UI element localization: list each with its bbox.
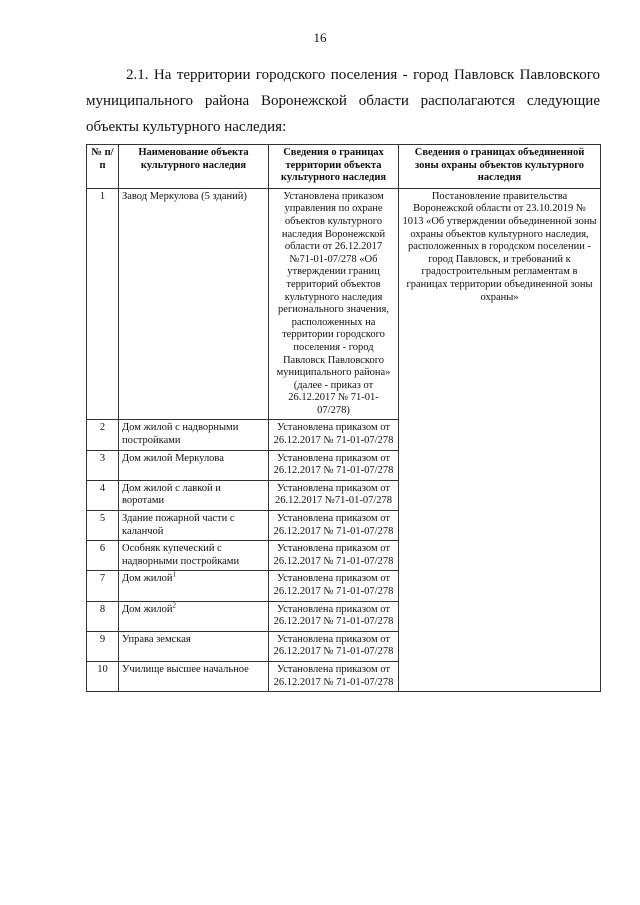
boundaries-info: Установлена приказом от 26.12.2017 № 71-01-07/278 xyxy=(269,631,399,661)
object-name: Дом жилой xyxy=(122,603,173,615)
object-name-cell xyxy=(119,541,269,571)
object-name-cell xyxy=(119,631,269,661)
table-header-row xyxy=(87,145,601,189)
footnote-mark: 2 xyxy=(172,601,176,610)
object-name: Дом жилой Меркулова xyxy=(122,452,224,464)
object-name: Дом жилой с надворными постройками xyxy=(122,422,239,447)
object-name-cell xyxy=(119,450,269,480)
page-number: 16 xyxy=(313,30,327,45)
object-name: Училище высшее начальное xyxy=(122,663,249,675)
header-name: Наименование объекта культурного наследия xyxy=(119,145,269,189)
object-name: Особняк купеческий с надворными постройками xyxy=(122,543,240,567)
row-number: 7 xyxy=(87,571,119,601)
object-name-cell xyxy=(119,188,269,420)
intro-text: 2.1. На территории городского поселения - город Павловск Павловского муниципального района Воронежской области располагаются следующие объекты культурного наследия: xyxy=(86,67,600,135)
boundaries-info: Установлена приказом от 26.12.2017 № 71-01-07/278 xyxy=(269,601,399,631)
protection-zone-info: Постановление правительства Воронежской области от 23.10.2019 № 1013 «Об утверждении объединенной зоны охраны объектов культурного наследия, расположенных в городском поселении - город Павловск, и требований к градостроительным регламентам в границах территории объединенной зоны охраны» xyxy=(399,188,601,691)
object-name-cell xyxy=(119,480,269,510)
row-number: 5 xyxy=(87,511,119,541)
object-name-cell xyxy=(119,571,269,601)
row-number: 3 xyxy=(87,450,119,480)
object-name: Управа земская xyxy=(122,633,191,645)
object-name: Дом жилой xyxy=(122,573,173,585)
boundaries-info: Установлена приказом от 26.12.2017 № 71-01-07/278 xyxy=(269,450,399,480)
row-number: 2 xyxy=(87,420,119,450)
row-number: 8 xyxy=(87,601,119,631)
header-num: № п/п xyxy=(87,145,119,189)
footnote-mark: 1 xyxy=(172,570,176,579)
row-number: 4 xyxy=(87,480,119,510)
intro-paragraph xyxy=(86,62,600,140)
boundaries-info: Установлена приказом от 26.12.2017 № 71-01-07/278 xyxy=(269,541,399,571)
table-row xyxy=(87,188,601,420)
boundaries-info: Установлена приказом управления по охране объектов культурного наследия Воронежской области от 26.12.2017 №71-01-07/278 «Об утверждении границ территорий объектов культурного наследия регионального значения, расположенных на территории городского поселения - город Павловск Павловского муниципального района» (далее - приказ от 26.12.2017 № 71-01-07/278) xyxy=(269,188,399,420)
boundaries-info: Установлена приказом от 26.12.2017 № 71-01-07/278 xyxy=(269,661,399,691)
object-name-cell xyxy=(119,661,269,691)
boundaries-info: Установлена приказом от 26.12.2017 №71-01-07/278 xyxy=(269,480,399,510)
row-number: 10 xyxy=(87,661,119,691)
object-name: Дом жилой с лавкой и воротами xyxy=(122,482,221,507)
object-name-cell xyxy=(119,420,269,450)
boundaries-info: Установлена приказом от 26.12.2017 № 71-01-07/278 xyxy=(269,420,399,450)
boundaries-info: Установлена приказом от 26.12.2017 № 71-01-07/278 xyxy=(269,511,399,541)
object-name: Завод Меркулова (5 зданий) xyxy=(122,190,247,202)
header-boundaries: Сведения о границах территории объекта культурного наследия xyxy=(269,145,399,189)
object-name-cell xyxy=(119,601,269,631)
object-name-cell xyxy=(119,511,269,541)
header-zone: Сведения о границах объединенной зоны охраны объектов культурного наследия xyxy=(399,145,601,189)
row-number: 9 xyxy=(87,631,119,661)
row-number: 1 xyxy=(87,188,119,420)
object-name: Здание пожарной части с каланчой xyxy=(122,513,235,537)
boundaries-info: Установлена приказом от 26.12.2017 № 71-01-07/278 xyxy=(269,571,399,601)
heritage-objects-table xyxy=(86,144,601,692)
row-number: 6 xyxy=(87,541,119,571)
table-body xyxy=(87,188,601,691)
